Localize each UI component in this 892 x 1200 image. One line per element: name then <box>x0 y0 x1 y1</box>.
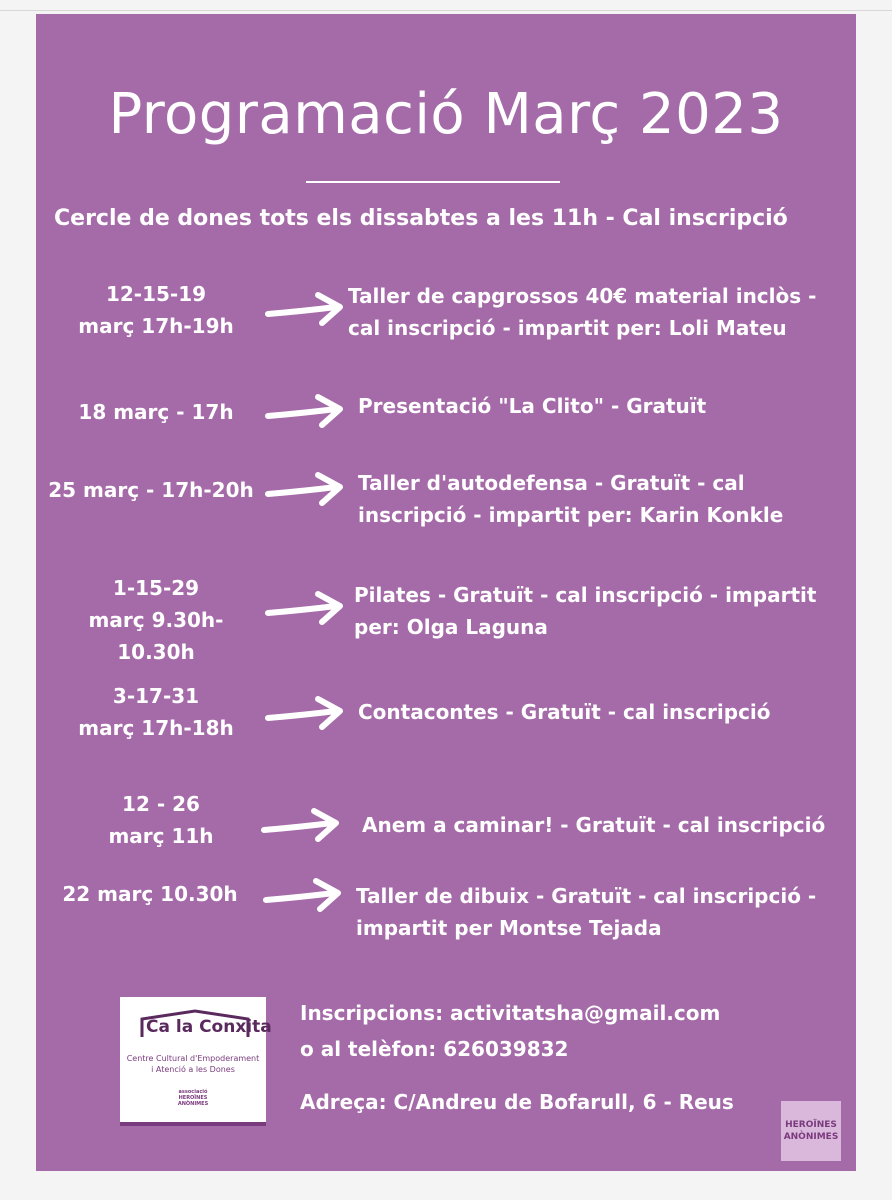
badge-line: ANÒNIMES <box>783 1132 839 1142</box>
event-date-line: març 11h <box>108 824 214 848</box>
event-description <box>348 280 816 344</box>
event-description <box>362 809 825 841</box>
title-divider <box>306 181 560 183</box>
event-description-line: Taller de capgrossos 40€ material inclòs - <box>348 284 817 308</box>
event-date <box>81 788 241 852</box>
event-description <box>358 467 783 531</box>
event-description <box>354 579 816 643</box>
arrow-right-icon <box>264 589 348 629</box>
logo-bottom-bar <box>120 1122 266 1126</box>
event-description-line: inscripció - impartit per: Karin Konkle <box>358 503 784 527</box>
logo-mini-line: HEROÏNES <box>178 1095 208 1101</box>
logo-subtitle-line: i Atenció a les Dones <box>151 1065 235 1074</box>
event-description-line: cal inscripció - impartit per: Loli Mateu <box>348 316 787 340</box>
logo-subtitle <box>120 1053 266 1075</box>
event-date-line: 1-15-29 <box>112 576 200 600</box>
event-date-line: 18 març - 17h <box>78 400 234 424</box>
logo-association-mark <box>120 1089 266 1107</box>
event-description-line: Taller d'autodefensa - Gratuït - cal <box>358 471 745 495</box>
ca-la-conxita-logo <box>120 997 272 1126</box>
contact-email: Inscripcions: activitatsha@gmail.com <box>300 1001 721 1025</box>
event-date-line: 25 març - 17h-20h <box>48 478 254 502</box>
logo-subtitle-line: Centre Cultural d'Empoderament <box>126 1054 260 1063</box>
arrow-right-icon <box>262 876 346 916</box>
event-date <box>76 680 236 744</box>
arrow-right-icon <box>264 290 348 330</box>
contact-phone: o al telèfon: 626039832 <box>300 1037 569 1061</box>
event-date-line: 12-15-19 <box>105 282 207 306</box>
event-date-line: 22 març 10.30h <box>62 882 238 906</box>
badge-line: HEROÏNES <box>785 1120 837 1130</box>
arrow-right-icon <box>264 470 348 510</box>
event-description-line: Contacontes - Gratuït - cal inscripció <box>358 700 771 724</box>
event-date <box>46 474 256 506</box>
poster-title: Programació Març 2023 <box>108 82 784 147</box>
event-date <box>56 572 256 668</box>
event-description <box>356 880 816 944</box>
event-description <box>358 390 706 422</box>
logo-mini-line: associació <box>178 1089 208 1095</box>
event-date-line: març 17h-19h <box>78 314 234 338</box>
arrow-right-icon <box>264 694 348 734</box>
poster <box>36 14 856 1171</box>
event-description <box>358 696 771 728</box>
event-date <box>50 878 250 910</box>
arrow-right-icon <box>260 806 344 846</box>
logo-name: Ca la Conxita <box>146 1017 272 1037</box>
event-description-line: impartit per Montse Tejada <box>356 916 662 940</box>
event-date-line: 3-17-31 <box>112 684 200 708</box>
event-date <box>76 396 236 428</box>
event-date-line: 12 - 26 <box>122 792 200 816</box>
event-date-line: març 9.30h-10.30h <box>88 608 224 664</box>
event-description-line: per: Olga Laguna <box>354 615 548 639</box>
contact-address: Adreça: C/Andreu de Bofarull, 6 - Reus <box>300 1090 734 1114</box>
logo-mini-line: ANÒNIMES <box>177 1101 209 1107</box>
event-description-line: Presentació "La Clito" - Gratuït <box>358 394 707 418</box>
weekly-circle-notice: Cercle de dones tots els dissabtes a les 11h - Cal inscripció <box>54 206 788 231</box>
event-date <box>76 278 236 342</box>
arrow-right-icon <box>264 392 348 432</box>
event-date-line: març 17h-18h <box>78 716 234 740</box>
event-description-line: Anem a caminar! - Gratuït - cal inscripció <box>362 813 826 837</box>
event-description-line: Pilates - Gratuït - cal inscripció - impartit <box>354 583 817 607</box>
top-bar <box>0 0 892 11</box>
event-description-line: Taller de dibuix - Gratuït - cal inscripció - <box>356 884 817 908</box>
heroines-anonimes-badge <box>781 1101 841 1161</box>
